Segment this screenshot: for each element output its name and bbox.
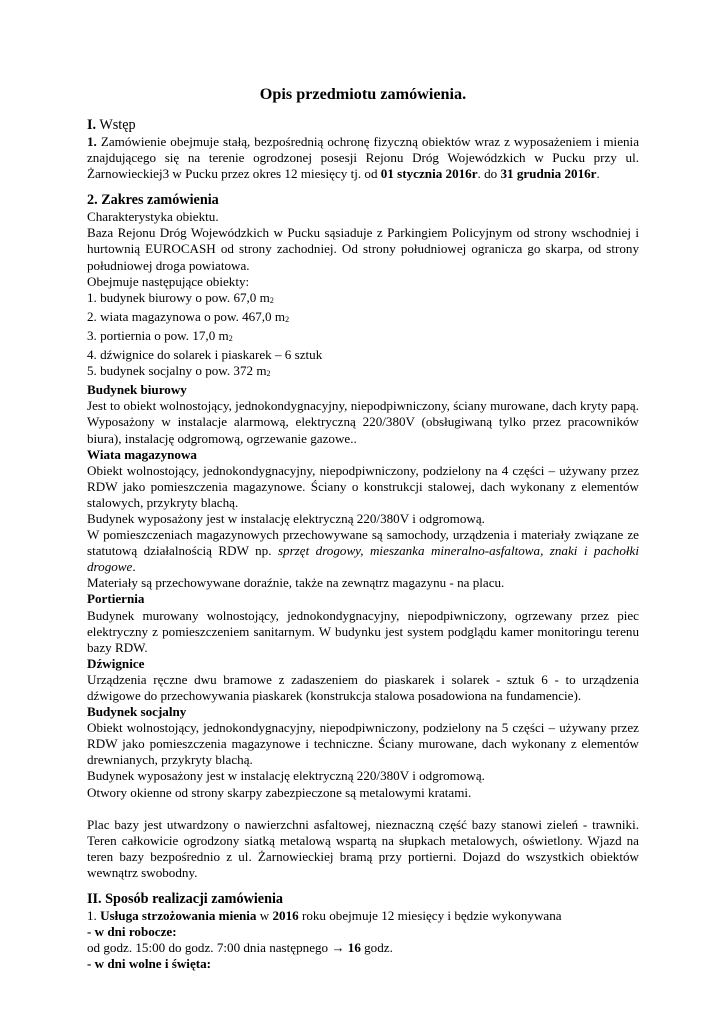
objects-list	[87, 290, 639, 382]
arrow-icon: →	[331, 940, 345, 956]
yard-description: Plac bazy jest utwardzony o nawierzchni asfaltowej, nieznaczną część bazy stanowi zieleń - trawniki. Teren całkowicie ogrodzony siatką metalową wspartą na słupkach metalowych, oświetlony. Wjazd na teren bazy bezpośrednio z ul. Żarnowieckiej bramą przy portierni. Dojazd do wszystkich obiektów wewnątrz swobodny.	[87, 816, 639, 880]
social-building-heading: Budynek socjalny	[87, 704, 187, 720]
intro-text-a: Zamówienie obejmuje stałą, bezpośrednią ochronę fizyczną obiektów wraz z wyposażeniem i mienia znajdującego się na terenie ogrodzonej posesji Rejonu Dróg Wojewódzkich w Pucku przy ul. Żarnowieckiej3 w Pucku przez okres 12 miesięcy tj. od	[87, 134, 639, 182]
holidays-label: - w dni wolne i święta:	[87, 956, 212, 972]
intro-heading-number: I.	[87, 117, 97, 133]
shed-description: Obiekt wolnostojący, jednokondygnacyjny, niepodpiwniczony, podzielony na 4 części – używany przez RDW jako pomieszczenia magazynowe. Ściany o konstrukcji stalowej, dach wykonany z elementów stalowych, przykryty blachą.	[87, 462, 639, 510]
service-text-c: roku obejmuje 12 miesięcy i będzie wykonywana	[298, 908, 562, 924]
intro-paragraph-number: 1.	[87, 134, 97, 149]
list-item	[87, 347, 639, 363]
scope-heading	[87, 191, 639, 209]
shed-installations: Budynek wyposażony jest w instalację elektryczną 220/380V i odgromową.	[87, 510, 485, 526]
workdays-hour-count: 16	[347, 940, 361, 956]
list-item-text: 1. budynek biurowy o pow. 67,0 m	[87, 289, 270, 305]
method-heading-text: II. Sposób realizacji zamówienia	[87, 891, 283, 908]
unit-exponent: 2	[269, 295, 274, 305]
list-item	[87, 328, 639, 347]
service-paragraph	[87, 908, 639, 924]
shed-storage-items: sprzęt drogowy, mieszanka mineralno-asfaltowa, znaki i pachołki drogowe	[87, 543, 639, 575]
list-item-text: 2. wiata magazynowa o pow. 467,0 m	[87, 308, 286, 324]
service-number: 1.	[87, 908, 101, 924]
paragraph-gap	[87, 801, 639, 817]
gatehouse-description: Budynek murowany wolnostojący, jednokondygnacyjny, niepodpiwniczony, ogrzewany przez piec elektryczny z pomieszczeniem sanitarnym. W budynku jest system podglądu kamer monitoringu terenu bazy RDW.	[87, 607, 639, 655]
office-description: Jest to obiekt wolnostojący, jednokondygnacyjny, niepodpiwniczony, ściany murowane, dach kryty papą. Wyposażony w instalacje alarmową, elektryczną 220/380V (obsługiwaną tylko przez pracowników biura), instalację odgromową, ogrzewanie gazowe..	[87, 398, 639, 446]
shed-storage-end: .	[132, 559, 136, 575]
workdays-hours	[87, 940, 639, 956]
shed-storage-text: W pomieszczeniach magazynowych przechowywane są samochody, urządzenia i materiały związane ze statutową działalnością RDW np.	[87, 527, 639, 559]
end-date: 31 grudnia 2016r	[500, 166, 597, 182]
list-item	[87, 363, 639, 382]
service-year: 2016	[272, 908, 299, 924]
object-characteristics-label: Charakterystyka obiektu.	[87, 209, 219, 225]
cranes-description: Urządzenia ręczne dwu bramowe z zadaszeniem do piaskarek i solarek - sztuk 6 - to urządzenia dźwigowe do przechowywania piaskarek (konstrukcja stalowa posadowiona na fundamencie).	[87, 671, 639, 703]
intro-text-end: .	[596, 166, 600, 182]
list-item	[87, 290, 639, 309]
list-item-text: 3. portiernia o pow. 17,0 m	[87, 327, 229, 343]
workdays-label: - w dni robocze:	[87, 924, 177, 940]
office-heading: Budynek biurowy	[87, 382, 187, 398]
scope-heading-text: 2. Zakres zamówienia	[87, 192, 219, 209]
intro-heading-text: Wstęp	[96, 117, 136, 133]
service-name: Usługa strzożowania mienia	[100, 908, 257, 924]
unit-exponent: 2	[285, 314, 290, 324]
intro-text-mid: . do	[477, 166, 501, 182]
gatehouse-heading: Portiernia	[87, 591, 145, 607]
base-description: Baza Rejonu Dróg Wojewódzkich w Pucku sąsiaduje z Parkingiem Policyjnym od strony wschodniej i hurtownią EUROCASH od strony zachodniej. Od strony południowej ogranicza go skarpa, od strony południowej droga powiatowa.	[87, 225, 639, 273]
intro-paragraph	[87, 134, 639, 182]
list-item	[87, 309, 639, 328]
method-heading	[87, 890, 639, 908]
social-building-windows: Otwory okienne od strony skarpy zabezpieczone są metalowymi kratami.	[87, 784, 472, 800]
workdays-unit: godz.	[360, 940, 393, 956]
shed-materials: Materiały są przechowywane doraźnie, także na zewnątrz magazynu - na placu.	[87, 575, 505, 591]
objects-label: Obejmuje następujące obiekty:	[87, 273, 250, 289]
start-date: 01 stycznia 2016r	[380, 166, 478, 182]
workdays-text: od godz. 15:00 do godz. 7:00 dnia następnego	[87, 940, 332, 956]
cranes-heading: Dźwignice	[87, 655, 145, 671]
intro-heading	[87, 116, 639, 134]
social-building-description: Obiekt wolnostojący, jednokondygnacyjny, niepodpiwniczony, podzielony na 5 części – używany przez RDW jako pomieszczenia magazynowe i techniczne. Ściany murowane, dach wykonany z elementów drewnianych, przykryty blachą.	[87, 720, 639, 768]
unit-exponent: 2	[228, 333, 233, 343]
social-building-installations: Budynek wyposażony jest w instalację elektryczną 220/380V i odgromową.	[87, 768, 485, 784]
shed-storage	[87, 527, 639, 575]
list-item-text: 5. budynek socjalny o pow. 372 m	[87, 363, 267, 379]
list-item-text: 4. dźwignice do solarek i piaskarek – 6 sztuk	[87, 347, 323, 363]
shed-heading: Wiata magazynowa	[87, 446, 197, 462]
unit-exponent: 2	[266, 369, 271, 379]
document-title: Opis przedmiotu zamówienia.	[259, 85, 467, 103]
service-text-b: w	[256, 908, 273, 924]
